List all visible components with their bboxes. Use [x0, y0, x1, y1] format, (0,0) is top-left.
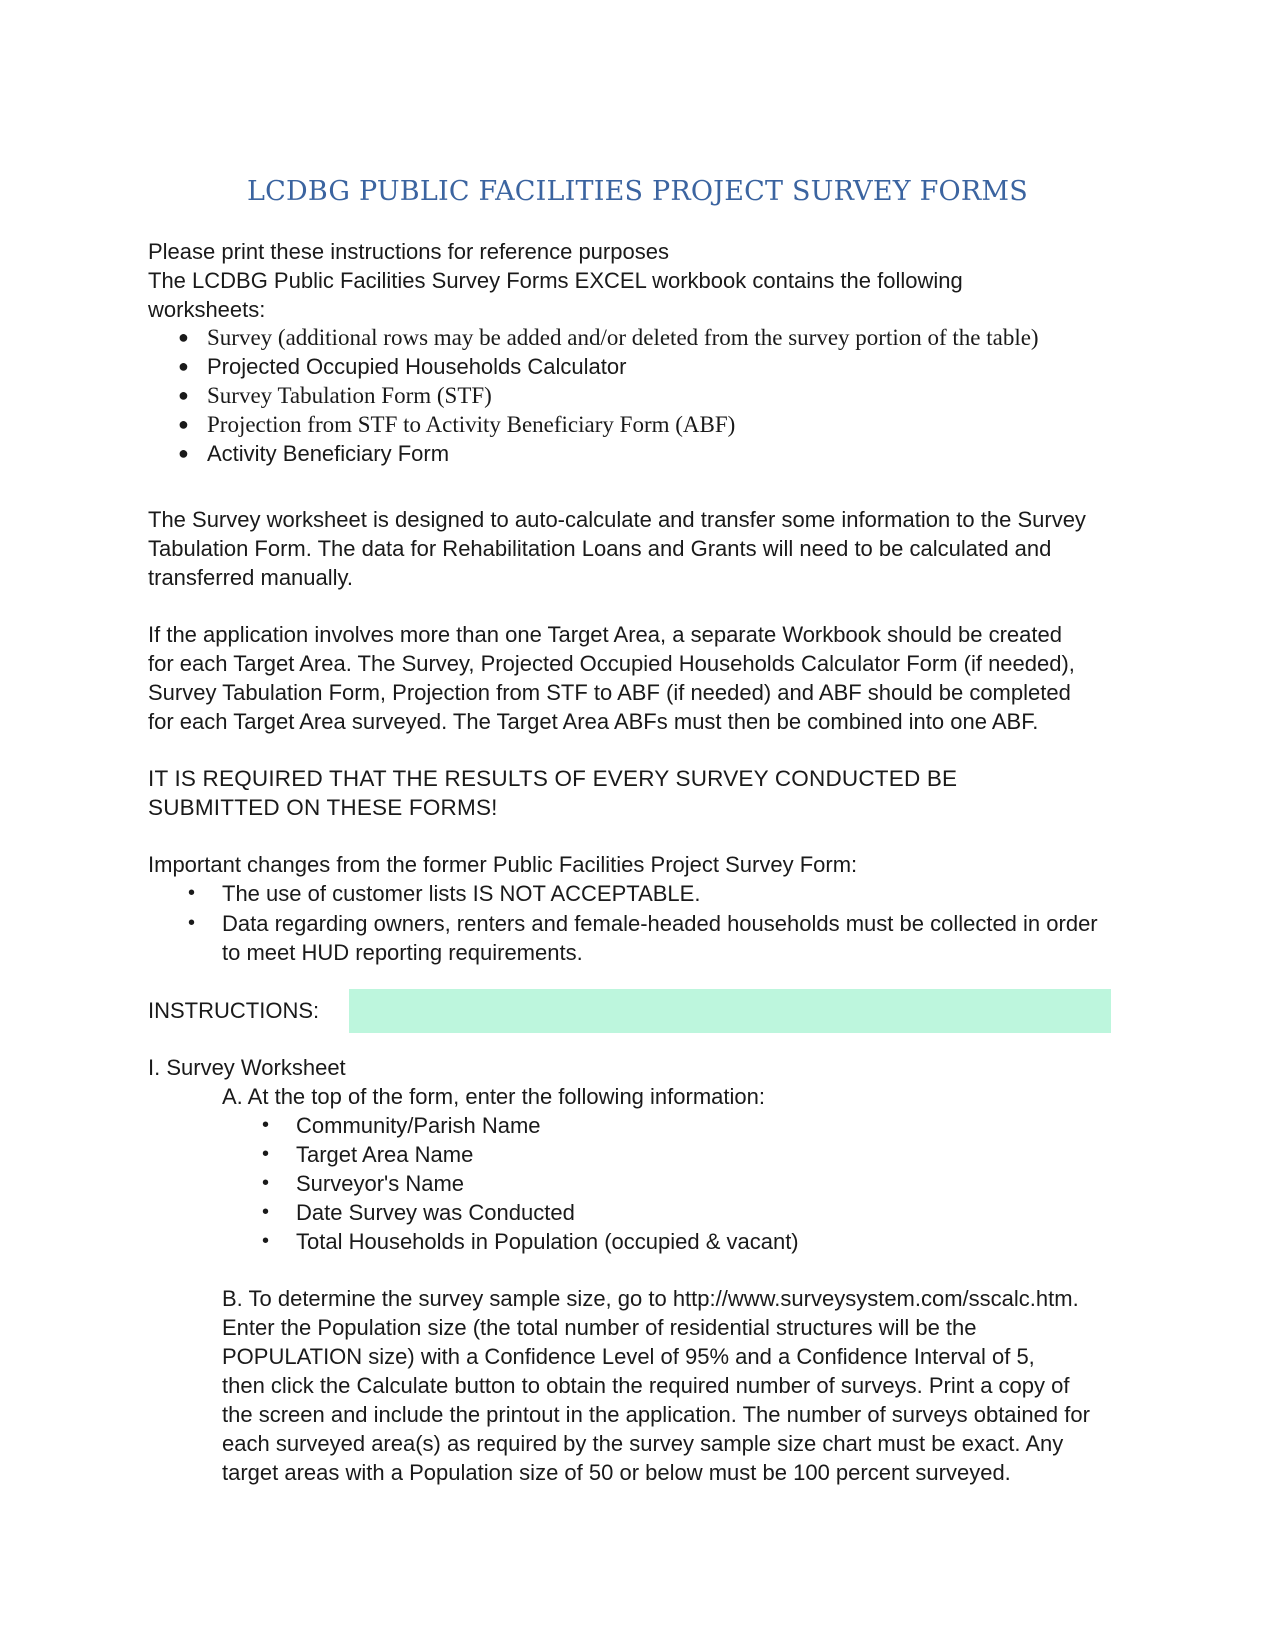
form-info-item: Community/Parish Name: [296, 1113, 541, 1138]
form-info-item: Date Survey was Conducted: [296, 1200, 575, 1225]
worksheet-item: Activity Beneficiary Form: [207, 441, 450, 466]
subsection-b-line: target areas with a Population size of 50 or below must be 100 percent surveyed.: [222, 1460, 1011, 1485]
subsection-b-line: POPULATION size) with a Confidence Level of 95% and a Confidence Interval of 5,: [222, 1344, 1035, 1369]
intro-line-1: Please print these instructions for reference purposes: [148, 239, 669, 264]
intro-line-2: The LCDBG Public Facilities Survey Forms EXCEL workbook contains the following: [148, 268, 963, 293]
required-notice-line: IT IS REQUIRED THAT THE RESULTS OF EVERY SURVEY CONDUCTED BE: [148, 766, 958, 791]
subsection-b-line: Enter the Population size (the total number of residential structures will be the: [222, 1315, 977, 1340]
subsection-b-line: then click the Calculate button to obtain the required number of surveys. Print a copy of: [222, 1373, 1070, 1398]
bullet-icon: •: [188, 912, 196, 934]
survey-paragraph-line: transferred manually.: [148, 565, 354, 590]
target-paragraph-line: If the application involves more than one Target Area, a separate Workbook should be created: [148, 622, 1062, 647]
bullet-icon: •: [262, 1172, 270, 1194]
worksheet-item: Projected Occupied Households Calculator: [207, 354, 627, 379]
intro-line-3: worksheets:: [148, 297, 266, 322]
subsection-a-heading: A. At the top of the form, enter the following information:: [222, 1084, 765, 1109]
worksheet-item: Survey (additional rows may be added and/or deleted from the survey portion of the table): [207, 325, 1039, 350]
survey-paragraph-line: The Survey worksheet is designed to auto-calculate and transfer some information to the Survey: [148, 507, 1086, 532]
bullet-icon: •: [262, 1230, 270, 1252]
subsection-b-line: the screen and include the printout in the application. The number of surveys obtained for: [222, 1402, 1090, 1427]
page-title: LCDBG PUBLIC FACILITIES PROJECT SURVEY FORMS: [247, 176, 1028, 207]
changes-heading: Important changes from the former Public Facilities Project Survey Form:: [148, 852, 858, 877]
bullet-icon: ●: [178, 414, 189, 434]
subsection-b-line: B. To determine the survey sample size, go to http://www.surveysystem.com/sscalc.htm.: [222, 1286, 1079, 1311]
instructions-highlight-box: [349, 989, 1111, 1033]
form-info-item: Total Households in Population (occupied & vacant): [296, 1229, 799, 1254]
worksheet-item: Survey Tabulation Form (STF): [207, 383, 492, 408]
target-paragraph-line: Survey Tabulation Form, Projection from STF to ABF (if needed) and ABF should be completed: [148, 680, 1071, 705]
changes-item-continuation: to meet HUD reporting requirements.: [222, 940, 583, 965]
bullet-icon: ●: [178, 327, 189, 347]
bullet-icon: •: [262, 1201, 270, 1223]
bullet-icon: •: [188, 882, 196, 904]
worksheet-item: Projection from STF to Activity Beneficiary Form (ABF): [207, 412, 736, 437]
target-paragraph-line: for each Target Area surveyed. The Target Area ABFs must then be combined into one ABF.: [148, 709, 1039, 734]
changes-item: Data regarding owners, renters and female-headed households must be collected in order: [222, 911, 1098, 936]
survey-paragraph-line: Tabulation Form. The data for Rehabilitation Loans and Grants will need to be calculated and: [148, 536, 1052, 561]
bullet-icon: ●: [178, 356, 189, 376]
form-info-item: Surveyor's Name: [296, 1171, 465, 1196]
changes-item: The use of customer lists IS NOT ACCEPTABLE.: [222, 881, 701, 906]
instructions-label: INSTRUCTIONS:: [148, 998, 320, 1023]
subsection-b-line: each surveyed area(s) as required by the survey sample size chart must be exact. Any: [222, 1431, 1064, 1456]
bullet-icon: ●: [178, 385, 189, 405]
form-info-item: Target Area Name: [296, 1142, 474, 1167]
required-notice-line: SUBMITTED ON THESE FORMS!: [148, 795, 498, 820]
target-paragraph-line: for each Target Area. The Survey, Projected Occupied Households Calculator Form (if needed),: [148, 651, 1075, 676]
bullet-icon: •: [262, 1143, 270, 1165]
bullet-icon: ●: [178, 443, 189, 463]
bullet-icon: •: [262, 1114, 270, 1136]
section-heading: I. Survey Worksheet: [148, 1055, 346, 1080]
